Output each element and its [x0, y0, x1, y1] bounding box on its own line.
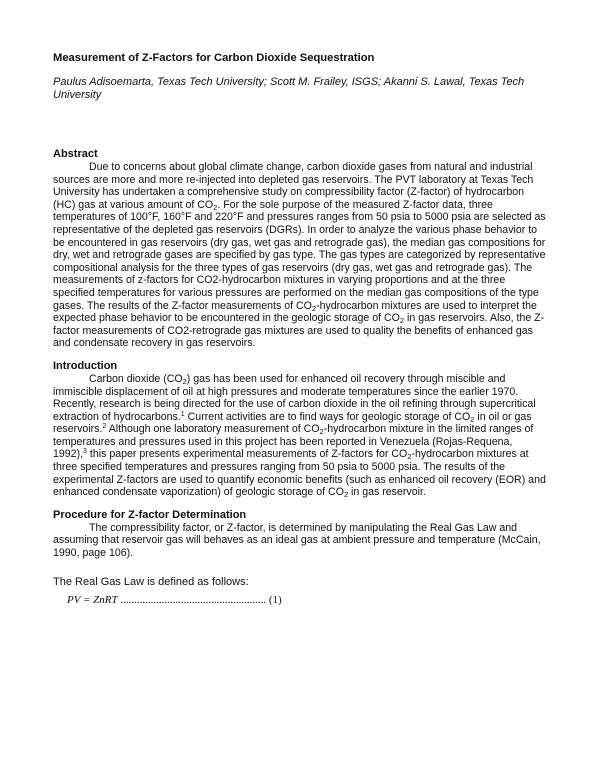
footnote-ref[interactable]: 1: [180, 410, 185, 418]
intro-text-6: -hydrocarbon mixture in the limited ranges of temperatures and pressures used in this project has been reported in Venezuela (Rojas-Requena, 1992),: [53, 423, 534, 461]
abstract-text-4: in gas reservoirs. Also, the Z-factor measurements of CO2-retrograde gas mixtures are used to quality the benefits of enhanced gas and condensate recovery in gas reservoirs.: [53, 312, 545, 350]
intro-text-5: Although one laboratory measurement of CO: [106, 423, 320, 436]
intro-text-2: ) gas has been used for enhanced oil recovery through miscible and immiscible displacement of oil at high pressures and moderate temperatures since the earlier 1970. Recently, research is being directed for the use of carbon dioxide in the oil refining through supercritical extraction of hydrocarbons.: [53, 372, 536, 423]
subscript: 2: [399, 316, 405, 326]
introduction-paragraph: [53, 373, 548, 499]
intro-text-9: in gas reservoir.: [348, 486, 426, 499]
abstract-text-2: . For the sole purpose of the measured Z-factor data, three temperatures of 100°F, 160°F and 220°F and pressures ranges from 50 psia to 5000 psia are selected as representative of the depleted gas reservoirs (DGRs). In order to analyze the various phase behavior to be encountered in gas reservoirs (dry gas, wet gas and retrograde gas), the median gas compositions for dry, wet and retrograde gases are specified by gas type. The gas types are categorized by representative compositional analysis for the three types of gas reservoirs (dry gas, wet gas and retrograde gas). The measurements of z-factors for CO2-hydrocarbon mixtures in varying proportions and at the three specified temperatures for various pressures are performed on the median gas compositions of the type gases. The results of the Z-factor measurements of CO: [53, 198, 546, 312]
intro-text-3: Current activities are to find ways for geologic storage of CO: [184, 410, 471, 423]
introduction-heading: Introduction: [53, 359, 118, 372]
subscript: 2: [311, 303, 317, 313]
subscript: 2: [319, 427, 324, 437]
equation-number: (1): [266, 593, 282, 606]
abstract-section: [53, 148, 548, 350]
abstract-text-1: Due to concerns about global climate change, carbon dioxide gases from natural and industrial sources are more and more re-injected into depleted gas reservoirs. The PVT laboratory at Texas Tech University has undertaken a comprehensive study on compressibility factor (Z-factor) of hydrocarbon (HC) gas at various amount of CO: [53, 161, 534, 211]
intro-text-7: this paper presents experimental measurements of Z-factors for CO: [86, 448, 408, 461]
subscript: 2: [407, 452, 412, 462]
subscript: 2: [213, 202, 218, 212]
procedure-text: The compressibility factor, or Z-factor, is determined by manipulating the Real Gas Law and assuming that reservoir gas will behaves as an ideal gas at ambient pressure and temperature (McCain, 1990, page 106).: [53, 521, 541, 560]
equation-1: [67, 594, 548, 606]
author-list: Paulus Adisoemarta, Texas Tech University; Scott M. Frailey, ISGS; Akanni S. Lawal, Texas Tech University: [53, 76, 525, 101]
equation-leader-dots: .....................................................: [117, 593, 267, 606]
subscript: 2: [343, 490, 349, 500]
subscript: 2: [182, 376, 187, 386]
introduction-section: [53, 360, 548, 499]
footnote-ref[interactable]: 2: [102, 423, 107, 431]
procedure-paragraph: [53, 522, 548, 560]
equation-expression: PV = ZnRT: [67, 593, 118, 606]
paper-page: [53, 52, 548, 606]
footnote-ref[interactable]: 3: [83, 448, 87, 456]
subscript: 2: [470, 414, 475, 424]
intro-text-4: in oil or gas reservoirs.: [53, 410, 532, 436]
abstract-heading: Abstract: [53, 148, 98, 160]
intro-text-8: -hydrocarbon mixtures at three specified temperatures and pressures ranging from 50 psia to 5000 psia. The results of the experimental Z-factors are used to quantify economic benefits (such as enhanced oil recovery (EOR) and enhanced condensate vaporization) of geologic storage of CO: [53, 448, 546, 499]
equation-intro: The Real Gas Law is defined as follows:: [53, 575, 249, 588]
abstract-text-3: -hydrocarbon mixtures are used to interpret the expected phase behavior to be encountered in the geologic storage of CO: [53, 299, 537, 325]
paper-title: Measurement of Z-Factors for Carbon Dioxide Sequestration: [53, 52, 375, 64]
intro-text-1: Carbon dioxide (CO: [89, 372, 183, 385]
procedure-section: [53, 509, 548, 560]
procedure-heading: Procedure for Z-factor Determination: [53, 508, 247, 521]
abstract-paragraph: [53, 161, 548, 350]
